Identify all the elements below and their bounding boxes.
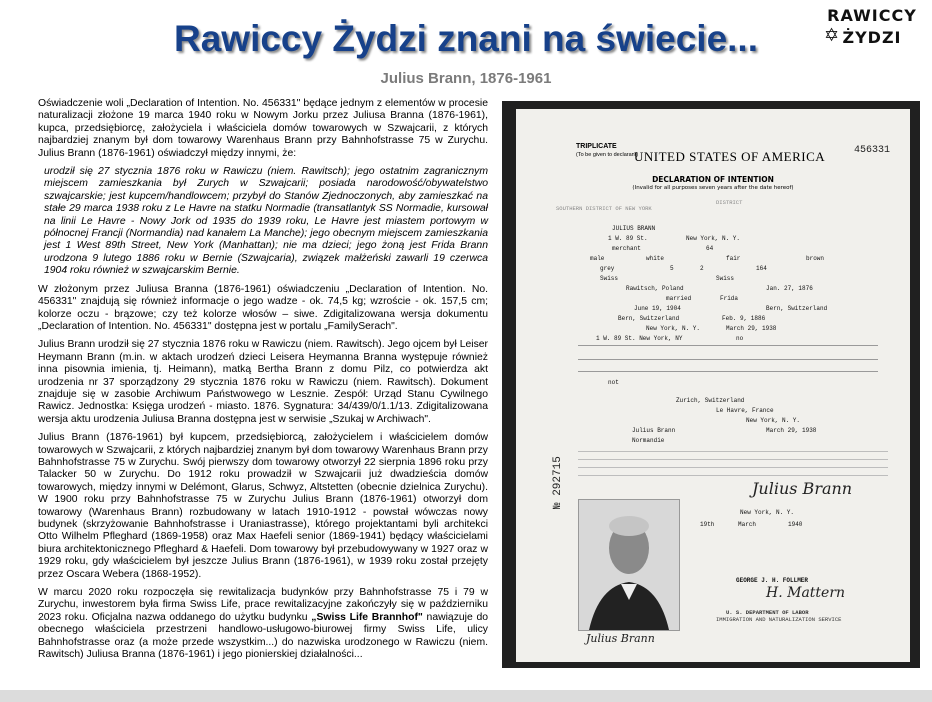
typed-year: 1940 [788, 521, 803, 528]
typed-race: Swiss [600, 275, 619, 282]
form-rule [578, 475, 888, 476]
typed-birthdate: Jan. 27, 1876 [766, 285, 813, 292]
typed-address: 1 W. 89 St. [608, 235, 648, 242]
form-rule [578, 359, 878, 360]
typed-married: married [666, 295, 692, 302]
typed-sex: male [590, 255, 605, 262]
typed-marriage-date: June 19, 1904 [634, 305, 681, 312]
court-text: DISTRICT [716, 199, 743, 206]
form-rule [578, 371, 878, 372]
department-line2: IMMIGRATION AND NATURALIZATION SERVICE [716, 616, 842, 623]
district-line [556, 205, 652, 212]
form-rule [578, 467, 888, 468]
typed-children: no [736, 335, 744, 342]
paragraph-1: Oświadczenie woli „Declaration of Intention. No. 456331" będące jednym z elementów w procesie naturalizacji złożone 19 marca 1940 roku w Nowym Jorku przez Juliusa Branna (1876-1961), kupca, przedsiębiorcę, założyciela i właściciela domów towarowych w Szwajcarii, z których najbardziej znanym był dom towarowy Warenhaus Brann przy Bahnhofstrasse 75 w Zurychu. Julius Brann (1876-1961) oświadczył między innymi, że: [38, 98, 488, 159]
typed-color: white [646, 255, 665, 262]
typed-last-residence: Zurich, Switzerland [676, 397, 745, 404]
typed-city: New York, N. Y. [686, 235, 741, 242]
typed-name: JULIUS BRANN [612, 225, 656, 232]
declaration-subheading: (Invalid for all purposes seven years after the date hereof) [632, 185, 794, 191]
logo-line1: RAWICCY [827, 6, 917, 25]
declaration-paper [516, 109, 910, 662]
paragraph-3: W złożonym przez Juliusa Branna (1876-1961) oświadczeniu „Declaration of Intention. No. 456331" znajdują się również informacje o jego wadze - ok. 74,5 kg; wzroście - ok. 157,5 cm; kolorze oczu - brązowe; czy też kolorze włosów – siwe. Zdigitalizowana wersja dokumentu „Declaration of Intention. No. 456331" dostępna jest w portalu „FamilySerach". [38, 283, 488, 332]
paragraph-4: Julius Brann urodził się 27 stycznia 1876 roku w Rawiczu (niem. Rawitsch). Jego ojcem był Leiser Heymann Brann (m.in. w aktach urodzeń dzieci Leisera Heymanna Branna występuje również inna pisownia imienia, tj. Heimann), matką Bertha Brann z domu Pilz, co potwierdza akt urodzenia nr 37 sporządzony 29 stycznia 1876 roku w Rawiczu (niem. Rawitsch). Dokument znajduje się w zasobie Archiwum Państwowego w Lesznie. Zespół: Urząd Stanu Cywilnego Rawicz. Jednostka: Księga urodzeń - miasto. 1876. Sygnatura: 34/439/0/1.1/13. Zdigitalizowana wersja aktu urodzenia Juliusa Branna dostępna jest w serwisie „Szukaj w Archiwach". [38, 339, 488, 425]
triplicate-text: TRIPLICATE [576, 143, 617, 150]
typed-occupation: merchant [612, 245, 641, 252]
court-line [716, 199, 742, 206]
typed-height: 5 [670, 265, 674, 272]
typed-city-2: New York, N. Y. [740, 509, 795, 516]
typed-arrival-date: March 29, 1938 [766, 427, 817, 434]
typed-nationality: Swiss [716, 275, 735, 282]
document-scan [502, 101, 920, 668]
typed-age: 64 [706, 245, 714, 252]
page-title: Rawiccy Żydzi znani na świecie... [174, 18, 758, 59]
paragraph-6-c: nawiązuje do obecnego właściciela przestrzeni handlowo-usługowo-biurowej firmy Swiss Life, ulicy Bahnhofstrasse oraz (a może przede wszystkim...) do nazwiska urodzonego w Rawiczu (niem. Rawitsch) Juliusa Branna (1876-1961) i jego pionierskiej działalności... [38, 611, 489, 661]
typed-residence: 1 W. 89 St. New York, NY [596, 335, 683, 342]
paragraph-6-a: W marcu 2020 roku rozpoczęła się rewitalizacja budynków przy Bahnhofstrasse 75 i 79 w Zurychu, inwestorem była firma Swiss Life, prace rewitalizacyjne zakończyły się w październiku 2023 roku. Oficjalna nazwa oddanego do użytku budynku [38, 587, 488, 623]
typed-wife-birthplace: Bern, Switzerland [618, 315, 680, 322]
form-rule [578, 451, 888, 452]
logo [818, 6, 926, 54]
paragraph-5: Julius Brann (1876-1961) był kupcem, przedsiębiorcą, założycielem i właścicielem domów towarowych w Szwajcarii, z których najbardziej znanym był dom towarowy Warenhaus Brann przy Bahnhofstrasse 75 w Zurychu. Swój pierwszy dom towarowy otworzył 22 sierpnia 1896 roku przy Talacker 50 w Zurychu. Do 1912 roku prowadził w Szwajcarii już dwadzieścia domów towarowych, między innymi w Delémont, Glarus, Schwyz, Altstetten (obecnie dzielnica Zurychu). W 1900 roku przy Bahnhofstrasse 75 w Zurychu Julius Brann (1876-1961) otworzył dom towarowy (Warenhaus Brann) rozbudowany w latach 1910-1912 - powstał wówczas nowy budynek (skrzyżowanie Bahnhofstrasse i Uraniastrasse), którego projektantami byli architekci Otto Wilhelm Pfleghard (1869-1958) oraz Max Haefeli senior (1869-1941) będący właścicielami biura architektonicznego Pfleghard & Haefeli. Dom towarowy był przebudowywany w 1927 oraz w 1929 roku, gdy właścicielem był jeszcze Julius Brann (1876-1961), w 1939 roku został przejęty przez Oscara Webera (1868-1952). [38, 432, 488, 580]
usa-heading: UNITED STATES OF AMERICA [634, 149, 826, 164]
typed-month: March [738, 521, 757, 528]
typed-prior-decl: not [608, 379, 619, 386]
typed-birthplace: Rawitsch, Poland [626, 285, 684, 292]
typed-emigrated-from: Le Havre, France [716, 407, 774, 414]
article-body [38, 98, 488, 667]
form-rule [578, 459, 888, 460]
portrait-image [579, 500, 679, 630]
building-name: „Swiss Life Brannhof" [311, 611, 423, 623]
triplicate-sub: (To be given to declarant) [576, 152, 639, 158]
typed-day: 19th [700, 521, 715, 528]
typed-entry-place: New York, N. Y. [646, 325, 701, 332]
photo-signature: Julius Brann [586, 632, 655, 645]
declarant-signature: Julius Brann [752, 479, 853, 498]
doc-number: 456331 [854, 145, 891, 156]
star-of-david-icon: ✡ [824, 25, 840, 45]
clerk-signature: H. Mattern [766, 585, 846, 601]
bottom-bar [0, 690, 932, 702]
district-text: SOUTHERN DISTRICT OF NEW YORK [556, 205, 652, 212]
typed-weight: 164 [756, 265, 767, 272]
declaration-heading: DECLARATION OF INTENTION [652, 175, 774, 184]
side-number: № 292715 [552, 456, 564, 509]
typed-eyes: brown [806, 255, 825, 262]
form-rule [578, 345, 878, 346]
typed-wife-birthdate: Feb. 9, 1886 [722, 315, 766, 322]
portrait-photo [578, 499, 680, 631]
typed-wife: Frida [720, 295, 739, 302]
typed-arrival-port: New York, N. Y. [746, 417, 801, 424]
typed-hair: grey [600, 265, 615, 272]
typed-name-2: Julius Brann [632, 427, 676, 434]
clerk-name: GEORGE J. H. FOLLMER [736, 577, 809, 584]
paragraph-2: urodził się 27 stycznia 1876 roku w Rawiczu (niem. Rawitsch); jego ostatnim zagranicznym miejscem zamieszkania był Zurych w Szwajcarii; posiada narodowość/obywatelstwo szwajcarskie; jest kupcem/handlowcem; przybył do Stanów Zjednoczonych, aby zamieszkać na stałe 29 marca 1938 roku z Le Havre na statku Normadie (transatlantyk SS Normadie, kursował na linii Le Havre - Nowy Jork od 1935 do 1939 roku, Le Havre jest miastem portowym w północnej Francji (Normandia) nad kanałem La Manche); jego obecnym miejscem zamieszkania jest 1 West 89th Street, New York (Manhattan); nie ma dzieci; jego żoną jest Frida Brann urodzona 9 lutego 1886 roku w Bernie (Szwajcaria), związek małżeński zawarli 19 czerwca 1904 roku również w szwajcarskim Bernie. [44, 166, 488, 277]
department-line1: U. S. DEPARTMENT OF LABOR [726, 609, 809, 616]
typed-entry-date: March 29, 1938 [726, 325, 777, 332]
triplicate-label [576, 143, 638, 159]
page-subtitle: Julius Brann, 1876-1961 [380, 70, 552, 87]
typed-complexion: fair [726, 255, 741, 262]
paragraph-6 [38, 587, 488, 661]
typed-vessel: Normandie [632, 437, 665, 444]
typed-marriage-place: Bern, Switzerland [766, 305, 828, 312]
logo-line2: ŻYDZI [842, 28, 902, 47]
typed-inches: 2 [700, 265, 704, 272]
